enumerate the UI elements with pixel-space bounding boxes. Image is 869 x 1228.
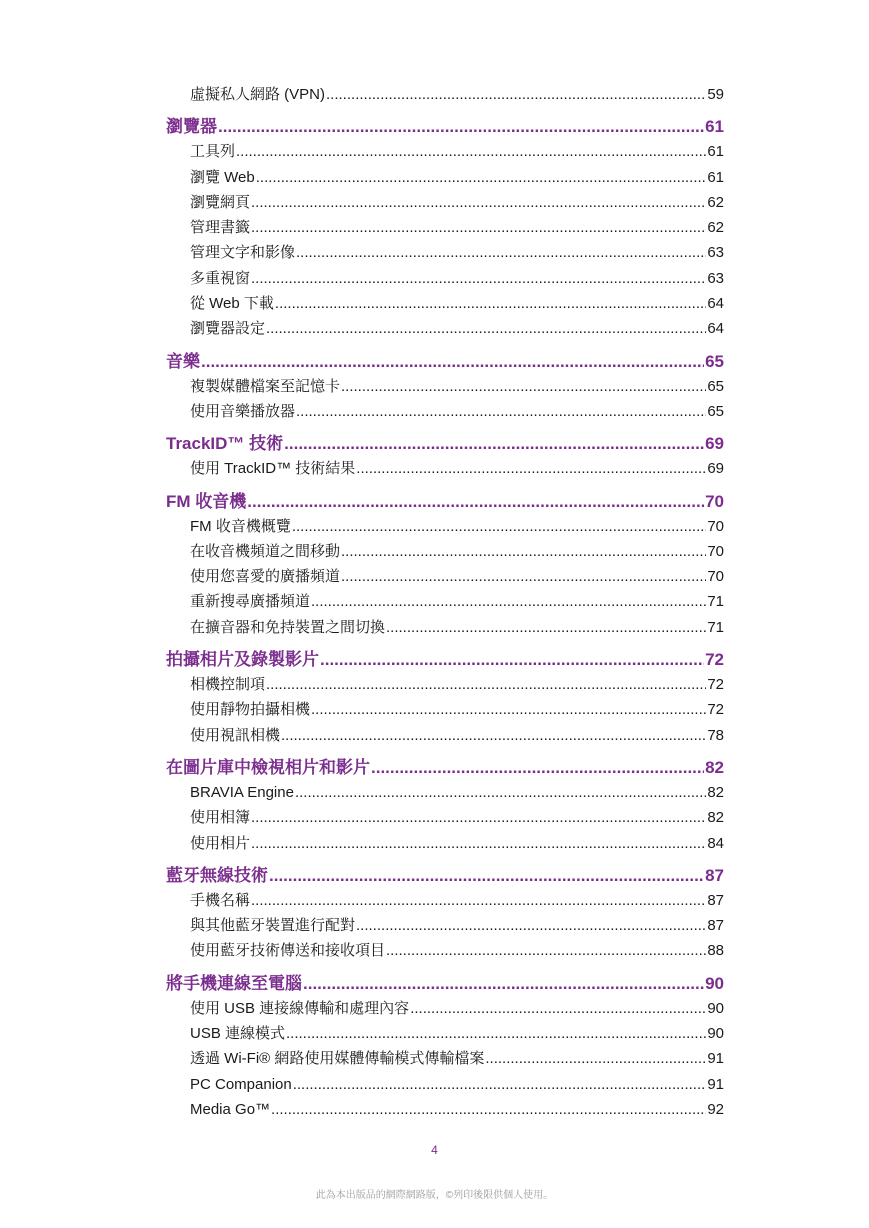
page-number: 4 [431, 1143, 438, 1157]
toc-entry-title: 虛擬私人網路 (VPN) [190, 86, 326, 103]
dot-leader [296, 240, 706, 265]
toc-entry-title: 多重視窗 [190, 269, 251, 287]
dot-leader [410, 996, 706, 1021]
toc-entry-title: 管理書籤 [190, 219, 251, 237]
toc-section-entry[interactable] [166, 913, 724, 938]
toc-section-entry[interactable] [166, 996, 724, 1021]
toc-entry-page: 64 [707, 295, 724, 313]
toc-entry-title: FM 收音機 [166, 491, 247, 511]
toc-entry-page: 82 [705, 757, 724, 777]
toc-entry-title: FM 收音機概覽 [190, 517, 291, 535]
dot-leader [275, 291, 706, 316]
toc-section-entry[interactable] [166, 615, 724, 640]
dot-leader [251, 831, 706, 856]
toc-section-entry[interactable] [166, 291, 724, 316]
toc-entry-page: 91 [707, 1075, 724, 1093]
toc-section-entry[interactable] [166, 266, 724, 291]
dot-leader [201, 349, 704, 374]
toc-entry-title: 使用您喜愛的廣播頻道 [190, 568, 341, 586]
toc-entry-page: 90 [707, 999, 724, 1017]
toc-section-entry[interactable] [166, 514, 724, 539]
dot-leader [266, 316, 706, 341]
toc-chapter-entry[interactable] [166, 863, 724, 888]
toc-entry-page: 71 [707, 618, 724, 636]
toc-entry-title: 與其他藍牙裝置進行配對 [190, 917, 356, 935]
toc-entry-page: 69 [705, 434, 724, 454]
toc-entry-page: 72 [705, 650, 724, 670]
toc-entry-page: 69 [707, 460, 724, 478]
toc-section-entry[interactable] [166, 539, 724, 564]
toc-entry-title: 重新搜尋廣播頻道 [190, 593, 311, 611]
toc-section-entry[interactable] [166, 780, 724, 805]
toc-entry-page: 63 [707, 269, 724, 287]
dot-leader [485, 1046, 706, 1071]
toc-entry-page: 87 [705, 865, 724, 885]
toc-chapter-entry[interactable] [166, 755, 724, 780]
toc-chapter-entry[interactable] [166, 647, 724, 672]
toc-entry-title: 使用靜物拍攝相機 [190, 701, 311, 719]
toc-entry-title: 在擴音器和免持裝置之間切換 [190, 618, 386, 636]
toc-entry-title: 將手機連線至電腦 [166, 973, 302, 993]
dot-leader [284, 431, 704, 456]
toc-entry-title: USB 連線模式 [190, 1025, 286, 1043]
toc-entry-title: 瀏覽網頁 [190, 193, 251, 211]
toc-section-entry[interactable] [166, 805, 724, 830]
dot-leader [303, 971, 704, 996]
dot-leader [271, 1097, 706, 1122]
toc-entry-title: 瀏覽 Web [190, 168, 255, 186]
toc-entry-page: 90 [707, 1025, 724, 1043]
toc-entry-page: 71 [707, 593, 724, 611]
toc-entry-title: 瀏覽器 [166, 117, 217, 137]
toc-entry-title: 使用相簿 [190, 809, 251, 827]
toc-section-entry[interactable] [166, 240, 724, 265]
toc-entry-page: 90 [705, 973, 724, 993]
toc-section-entry[interactable] [166, 456, 724, 481]
toc-section-entry[interactable] [166, 1072, 724, 1097]
dot-leader [311, 589, 706, 614]
toc-section-entry[interactable] [166, 1097, 724, 1122]
footer-note: 此為本出版品的網際網路版，©列印後限供個人使用。 [315, 1190, 554, 1201]
toc-entry-page: 87 [707, 917, 724, 935]
toc-entry-title: BRAVIA Engine [190, 783, 294, 801]
toc-entry-title: 藍牙無線技術 [166, 865, 268, 885]
toc-entry-page: 65 [707, 402, 724, 420]
toc-entry-page: 82 [707, 809, 724, 827]
toc-chapter-entry[interactable] [166, 971, 724, 996]
toc-entry-page: 61 [707, 143, 724, 161]
toc-entry-title: 瀏覽器設定 [190, 320, 266, 338]
table-of-contents [166, 82, 724, 1122]
toc-section-entry[interactable] [166, 399, 724, 424]
dot-leader [251, 215, 706, 240]
toc-entry-page: 82 [707, 783, 724, 801]
toc-entry-title: Media Go™ [190, 1100, 271, 1118]
toc-entry-title: 管理文字和影像 [190, 244, 296, 262]
toc-entry-page: 70 [707, 517, 724, 535]
dot-leader [386, 938, 706, 963]
toc-entry-title: 使用藍牙技術傳送和接收項目 [190, 942, 386, 960]
toc-section-entry[interactable] [166, 139, 724, 164]
dot-leader [311, 697, 706, 722]
toc-entry-page: 70 [705, 491, 724, 511]
dot-leader [326, 82, 706, 107]
toc-chapter-entry[interactable] [166, 114, 724, 139]
dot-leader [292, 514, 706, 539]
dot-leader [247, 489, 704, 514]
dot-leader [251, 266, 706, 291]
toc-entry-page: 78 [707, 726, 724, 744]
toc-section-entry[interactable] [166, 672, 724, 697]
toc-section-entry[interactable] [166, 589, 724, 614]
dot-leader [386, 615, 706, 640]
dot-leader [251, 805, 706, 830]
dot-leader [281, 723, 706, 748]
toc-entry-page: 87 [707, 891, 724, 909]
toc-section-entry[interactable] [166, 697, 724, 722]
dot-leader [296, 399, 706, 424]
dot-leader [341, 374, 706, 399]
toc-entry-title: 使用相片 [190, 834, 251, 852]
toc-entry-title: 音樂 [166, 351, 200, 371]
dot-leader [266, 672, 706, 697]
toc-entry-title: 在圖片庫中檢視相片和影片 [166, 757, 370, 777]
dot-leader [341, 539, 706, 564]
toc-entry-title: 透過 Wi-Fi® 網路使用媒體傳輸模式傳輸檔案 [190, 1050, 485, 1068]
toc-entry-page: 63 [707, 244, 724, 262]
toc-entry-title: 使用 USB 連接線傳輸和處理內容 [190, 999, 410, 1017]
toc-entry-page: 72 [707, 701, 724, 719]
toc-entry-title: TrackID™ 技術 [166, 434, 284, 454]
toc-entry-page: 72 [707, 676, 724, 694]
dot-leader [236, 139, 706, 164]
toc-entry-title: 複製媒體檔案至記憶卡 [190, 377, 341, 395]
toc-entry-page: 61 [707, 168, 724, 186]
toc-entry-page: 65 [705, 351, 724, 371]
toc-entry-page: 61 [705, 117, 724, 137]
toc-entry-page: 64 [707, 320, 724, 338]
dot-leader [295, 780, 706, 805]
toc-entry-title: 在收音機頻道之間移動 [190, 542, 341, 560]
toc-chapter-entry[interactable] [166, 349, 724, 374]
toc-entry-page: 84 [707, 834, 724, 852]
dot-leader [320, 647, 704, 672]
dot-leader [269, 863, 704, 888]
toc-section-entry[interactable] [166, 165, 724, 190]
toc-section-entry[interactable] [166, 374, 724, 399]
toc-section-entry[interactable] [166, 564, 724, 589]
toc-entry-page: 91 [707, 1050, 724, 1068]
toc-section-entry[interactable] [166, 215, 724, 240]
toc-entry-page: 92 [707, 1100, 724, 1118]
dot-leader [356, 456, 706, 481]
toc-entry-title: 從 Web 下載 [190, 295, 274, 313]
toc-entry-page: 70 [707, 542, 724, 560]
toc-entry-page: 62 [707, 219, 724, 237]
toc-entry-page: 70 [707, 568, 724, 586]
dot-leader [371, 755, 704, 780]
toc-section-entry[interactable] [166, 1046, 724, 1071]
toc-section-entry[interactable] [166, 938, 724, 963]
toc-entry-page: 65 [707, 377, 724, 395]
toc-chapter-entry[interactable] [166, 489, 724, 514]
toc-entry-title: 相機控制項 [190, 676, 266, 694]
toc-entry-title: 使用視訊相機 [190, 726, 281, 744]
dot-leader [356, 913, 706, 938]
toc-chapter-entry[interactable] [166, 431, 724, 456]
dot-leader [256, 165, 707, 190]
toc-section-entry[interactable] [166, 82, 724, 107]
toc-section-entry[interactable] [166, 831, 724, 856]
toc-section-entry[interactable] [166, 190, 724, 215]
toc-entry-title: 工具列 [190, 143, 236, 161]
toc-entry-title: 手機名稱 [190, 891, 251, 909]
toc-section-entry[interactable] [166, 723, 724, 748]
toc-entry-page: 62 [707, 193, 724, 211]
dot-leader [286, 1021, 706, 1046]
dot-leader [251, 888, 706, 913]
dot-leader [293, 1072, 707, 1097]
toc-entry-title: 拍攝相片及錄製影片 [166, 650, 319, 670]
toc-entry-title: 使用 TrackID™ 技術結果 [190, 460, 356, 478]
toc-section-entry[interactable] [166, 1021, 724, 1046]
toc-section-entry[interactable] [166, 888, 724, 913]
toc-entry-title: 使用音樂播放器 [190, 402, 296, 420]
toc-entry-page: 88 [707, 942, 724, 960]
toc-entry-title: PC Companion [190, 1075, 292, 1093]
toc-section-entry[interactable] [166, 316, 724, 341]
dot-leader [251, 190, 706, 215]
dot-leader [218, 114, 704, 139]
dot-leader [341, 564, 706, 589]
toc-entry-page: 59 [707, 86, 724, 103]
